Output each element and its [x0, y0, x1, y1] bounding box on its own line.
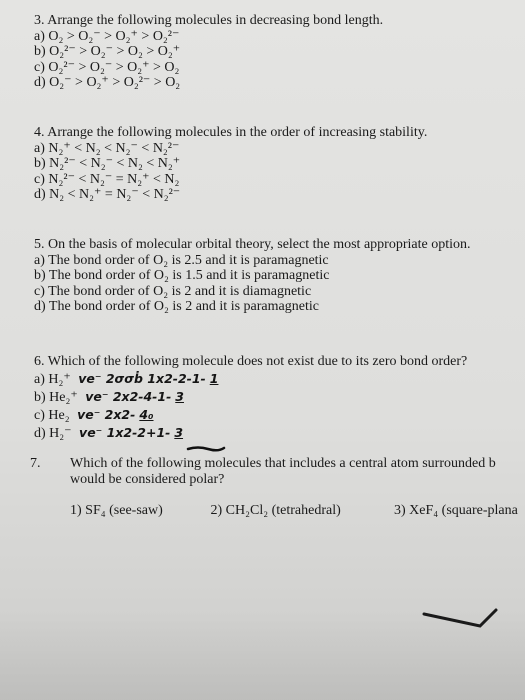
question-4-stem: 4. Arrange the following molecules in the order of increasing stability. [34, 125, 428, 140]
question-6-option-a [34, 370, 467, 388]
question-6-option-a-label: a) H₂⁺ [34, 372, 71, 387]
handwritten-answer-d: 3 [174, 425, 184, 440]
question-6-option-d [34, 424, 467, 442]
question-5-option-a: a) The bond order of O₂ is 2.5 and it is paramagnetic [34, 252, 329, 268]
question-7-option-1: 1) SF₄ (see-saw) [70, 503, 163, 518]
handwritten-answer-c: 4₀ [139, 407, 154, 422]
question-7-options [70, 503, 518, 519]
question-5-stem: 5. On the basis of molecular orbital theory, select the most appropriate option. [34, 237, 471, 252]
handwritten-note-a: ve⁻ 2σσḃ 1x2-2-1- [78, 371, 206, 386]
question-6-option-b [34, 388, 467, 406]
question-6-option-c-label: c) He₂ [34, 408, 70, 423]
question-7-option-2: 2) CH₂Cl₂ (tetrahedral) [210, 503, 341, 518]
question-5-option-c: c) The bond order of O₂ is 2 and it is diamagnetic [34, 283, 312, 299]
question-3-option-b: b) O₂²⁻ > O₂⁻ > O₂ > O₂⁺ [34, 44, 181, 59]
handwritten-answer-a: 1 [209, 371, 219, 386]
question-4 [34, 125, 427, 203]
question-7-stem-line-1: Which of the following molecules that includes a central atom surrounded b [70, 456, 496, 471]
question-6 [34, 353, 467, 442]
question-6-option-d-label: d) H₂⁻ [34, 426, 72, 441]
question-3-option-c: c) O₂²⁻ > O₂⁻ > O₂⁺ > O₂ [34, 59, 180, 75]
question-4-option-c: c) N₂²⁻ < N₂⁻ = N₂⁺ < N₂ [34, 171, 180, 187]
question-3 [34, 13, 383, 91]
handwritten-note-d: ve⁻ 1x2-2+1- [79, 425, 171, 440]
question-3-stem: 3. Arrange the following molecules in decreasing bond length. [34, 13, 384, 28]
question-4-option-d: d) N₂ < N₂⁺ = N₂⁻ < N₂²⁻ [34, 187, 181, 202]
question-7-number: 7. [30, 456, 41, 471]
question-6-stem: 6. Which of the following molecule does not exist due to its zero bond order? [34, 354, 468, 369]
pen-stroke-mark [420, 606, 500, 630]
pen-scribble-mark [186, 444, 226, 454]
question-6-option-c [34, 406, 467, 424]
question-5 [34, 237, 470, 315]
handwritten-note-b: ve⁻ 2x2-4-1- [85, 389, 172, 404]
question-7-stem [70, 456, 496, 488]
question-3-option-a: a) O₂ > O₂⁻ > O₂⁺ > O₂²⁻ [34, 28, 180, 44]
question-4-option-b: b) N₂²⁻ < N₂⁻ < N₂ < N₂⁺ [34, 156, 181, 171]
question-4-option-a: a) N₂⁺ < N₂ < N₂⁻ < N₂²⁻ [34, 140, 180, 156]
question-6-option-b-label: b) He₂⁺ [34, 390, 78, 405]
question-7-stem-line-2 [70, 472, 496, 488]
question-7-stem-line-2-text: would be considered polar? [70, 472, 225, 487]
question-7-option-3: 3) XeF₄ (square-plana [394, 503, 518, 518]
question-5-option-d: d) The bond order of O₂ is 2 and it is paramagnetic [34, 299, 319, 314]
question-3-option-d: d) O₂⁻ > O₂⁺ > O₂²⁻ > O₂ [34, 75, 181, 90]
handwritten-note-c: ve⁻ 2x2- [77, 407, 136, 422]
handwritten-answer-b: 3 [175, 389, 184, 404]
question-5-option-b: b) The bond order of O₂ is 1.5 and it is paramagnetic [34, 268, 330, 283]
